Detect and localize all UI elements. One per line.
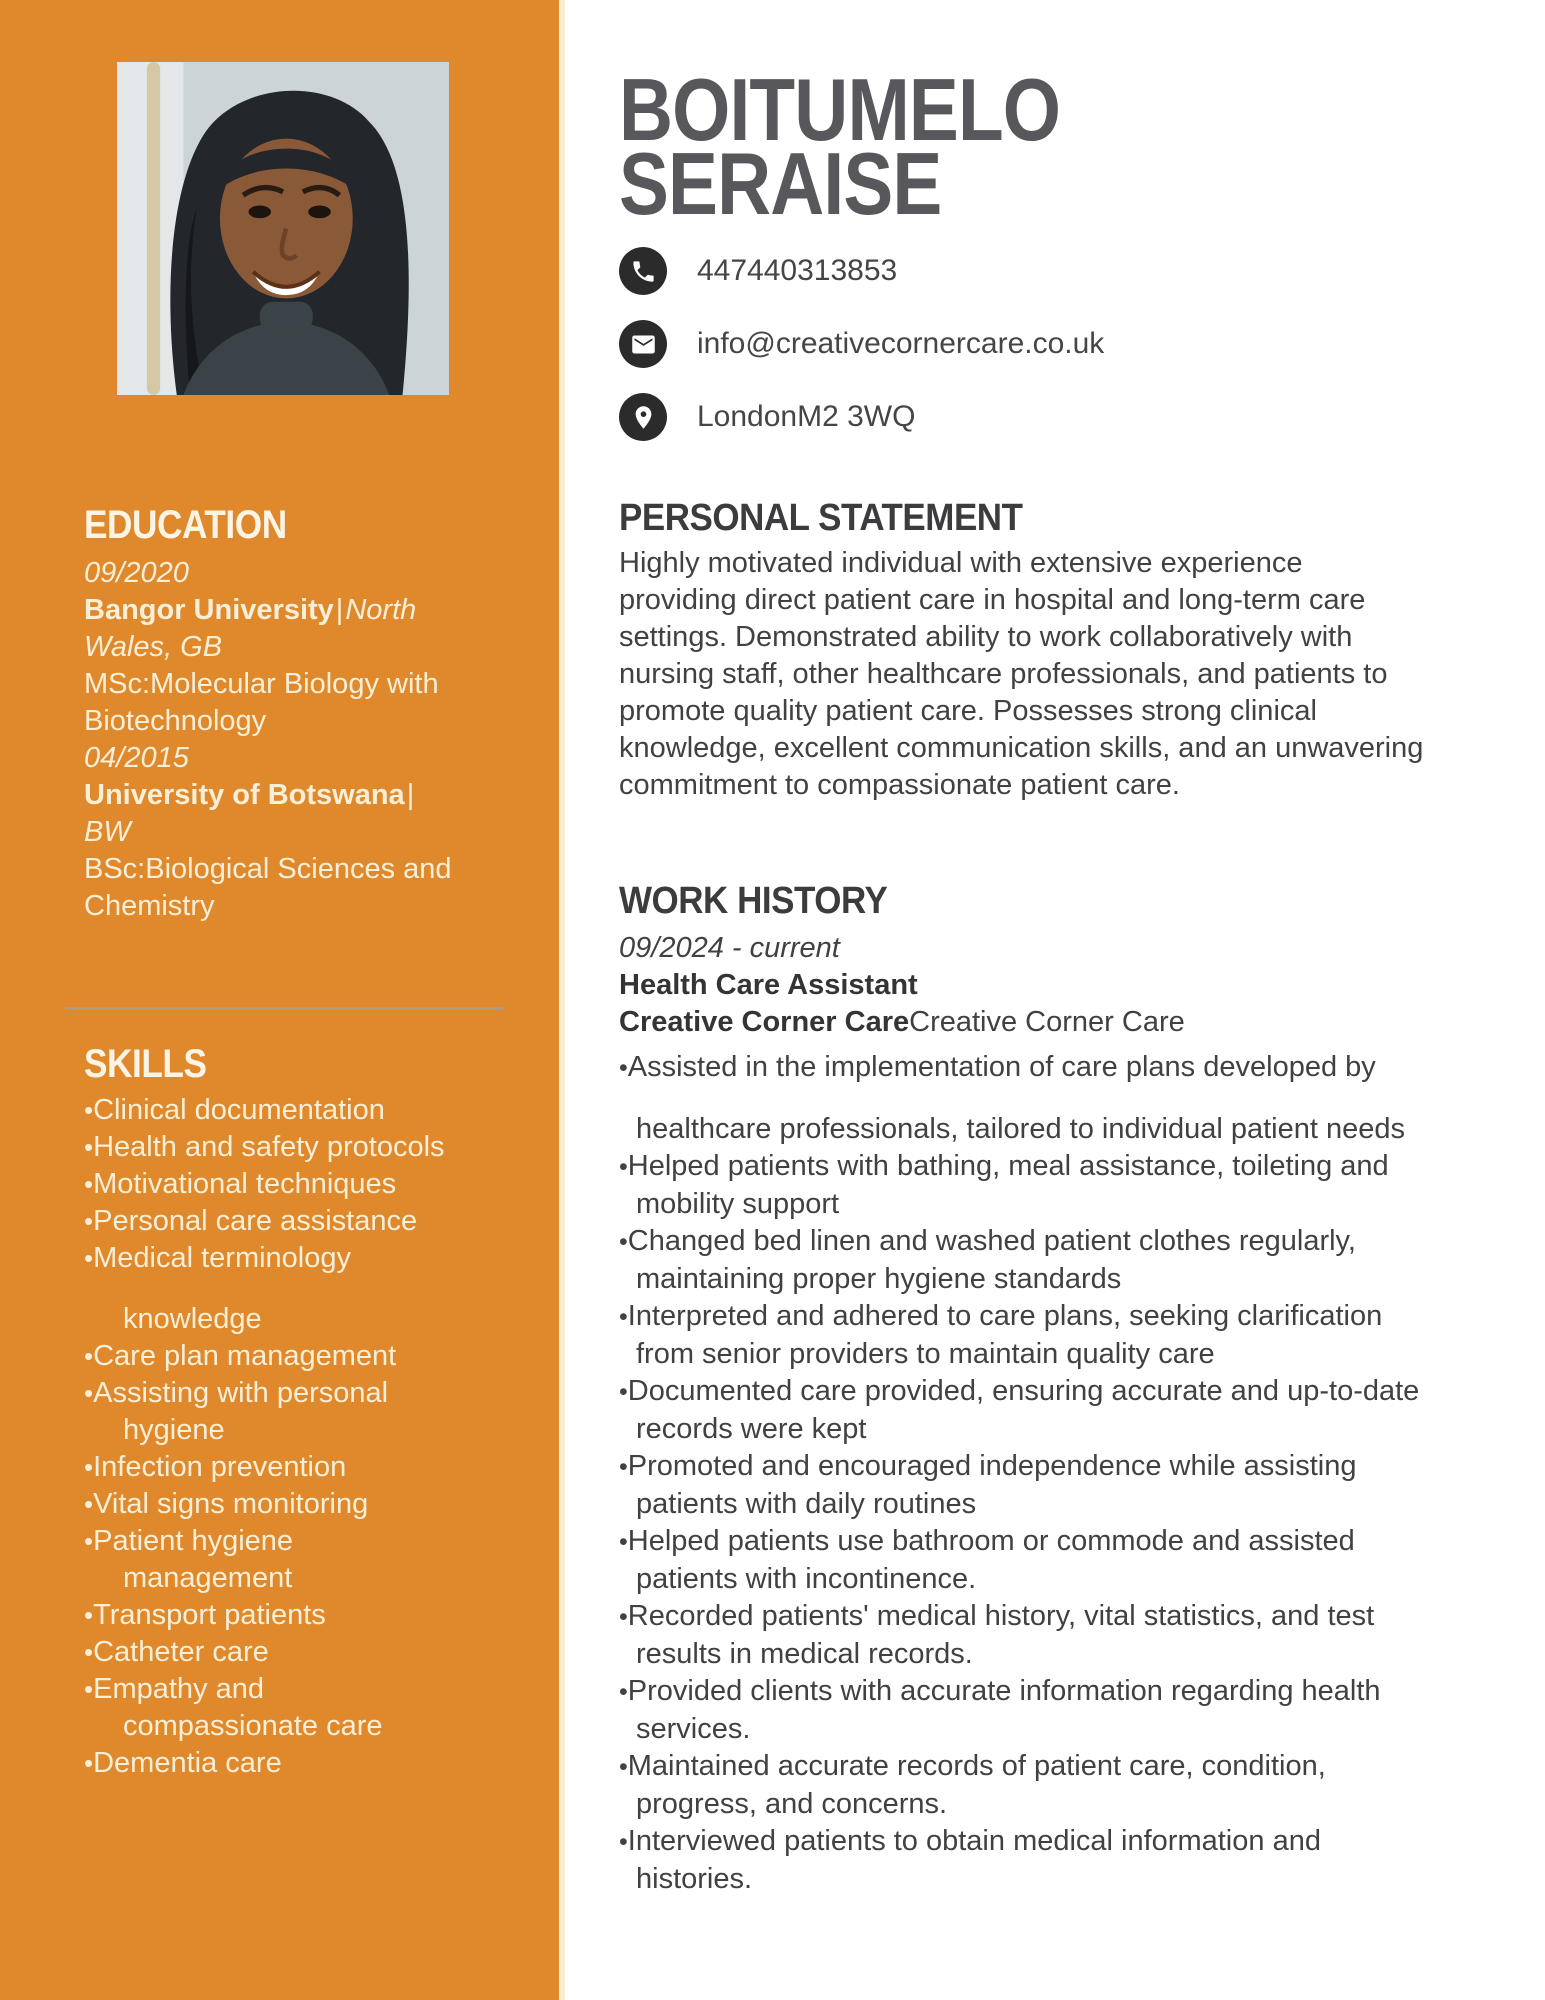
skill-text: Personal care assistance [93,1205,418,1237]
portrait-illustration [117,62,449,395]
work-bullet-text: Maintained accurate records of patient care, condition, [627,1750,1326,1782]
work-bullet-line2: progress, and concerns. [636,1788,948,1820]
job-date-range: 09/2024 - current [619,932,840,964]
bullet-dot-icon: • [84,1748,94,1778]
skill-item [84,1523,469,1597]
work-history-heading: WORK HISTORY [619,880,888,922]
work-bullet-line2: histories. [636,1863,753,1895]
work-bullet [619,1823,1469,1898]
work-bullet-line2: results in medical records. [636,1638,973,1670]
work-bullet-text: Promoted and encouraged independence while assisting [627,1450,1357,1482]
personal-statement-text [619,545,1469,804]
personal-statement-line: nursing staff, other healthcare professionals, and patients to [619,658,1388,690]
work-bullet [619,1673,1469,1748]
employer-name-regular: Creative Corner Care [909,1006,1185,1038]
work-bullet [619,1148,1469,1223]
work-bullet-line1 [619,1373,1469,1411]
work-bullet-line2: maintaining proper hygiene standards [636,1263,1122,1295]
skill-item [84,1240,469,1338]
contact-phone-row [619,247,1469,295]
education-item [84,740,469,925]
work-bullet-line2: mobility support [636,1188,840,1220]
skill-item [84,1375,469,1449]
skill-item [84,1166,469,1203]
skill-item [84,1634,469,1671]
skill-item [84,1449,469,1486]
work-bullet [619,1748,1469,1823]
education-school: University of Botswana [84,779,405,811]
bullet-dot-icon: • [84,1169,94,1199]
skill-item [84,1338,469,1375]
education-date: 04/2015 [84,742,189,774]
employer-name-bold: Creative Corner Care [619,1006,910,1038]
skill-text-line2: hygiene [123,1414,225,1446]
bullet-dot-icon: • [619,1828,628,1856]
personal-statement-line: providing direct patient care in hospital and long-term care [619,584,1366,616]
education-item [84,555,469,740]
work-bullet-text: Documented care provided, ensuring accurate and up-to-date [627,1375,1420,1407]
education-school-line [84,777,469,851]
main-column [619,0,1469,1898]
skill-text: Empathy and [93,1673,264,1705]
skills-heading: SKILLS [84,1042,207,1086]
envelope-icon [619,320,667,368]
skill-text: Motivational techniques [93,1168,397,1200]
work-bullet-line1 [619,1823,1469,1861]
work-history-meta [619,930,1469,1041]
bullet-dot-icon: • [84,1378,94,1408]
skill-text: Infection prevention [93,1451,347,1483]
education-heading: EDUCATION [84,503,287,547]
skill-text: Transport patients [93,1599,326,1631]
work-bullet [619,1598,1469,1673]
sidebar [0,0,565,2000]
work-bullet [619,1373,1469,1448]
contact-email-row [619,320,1469,368]
skill-item [84,1486,469,1523]
work-bullet-text: Interpreted and adhered to care plans, seeking clarification [627,1300,1383,1332]
skill-text: Dementia care [93,1747,282,1779]
education-school: Bangor University [84,594,334,626]
job-employer-line [619,1004,1469,1041]
personal-statement-line: settings. Demonstrated ability to work collaboratively with [619,621,1353,653]
work-bullet [619,1049,1469,1148]
work-bullet-text: Assisted in the implementation of care plans developed by [627,1051,1376,1083]
work-bullet [619,1298,1469,1373]
bullet-dot-icon: • [84,1637,94,1667]
skill-text: Catheter care [93,1636,269,1668]
skill-text: Care plan management [93,1340,397,1372]
bullet-dot-icon: • [84,1489,94,1519]
education-place: North Wales, GB [84,594,417,663]
bullet-dot-icon: • [619,1054,628,1082]
skill-item [84,1129,469,1166]
skill-text-line2: management [123,1562,293,1594]
person-name [619,60,1342,233]
work-bullet-line1 [619,1673,1469,1711]
bullet-dot-icon: • [619,1603,628,1631]
education-degree: MSc:Molecular Biology with Biotechnology [84,668,439,737]
skill-text: Patient hygiene [93,1525,294,1557]
bullet-dot-icon: • [84,1600,94,1630]
work-bullet-text: Helped patients use bathroom or commode and assisted [627,1525,1355,1557]
work-bullet-line2: patients with daily routines [636,1488,977,1520]
phone-number: 447440313853 [697,254,898,287]
education-separator: | [406,779,415,811]
bullet-dot-icon: • [84,1243,94,1273]
skill-text: Assisting with personal [93,1377,389,1409]
education-date: 09/2020 [84,557,189,589]
education-school-line [84,592,469,666]
bullet-dot-icon: • [619,1528,628,1556]
skill-item [84,1671,469,1745]
work-history-bullets [619,1049,1469,1898]
skill-item [84,1745,469,1782]
education-degree: BSc:Biological Sciences and Chemistry [84,853,452,922]
skill-text: Clinical documentation [93,1094,385,1126]
work-bullet-text: Provided clients with accurate information regarding health [627,1675,1381,1707]
person-name-line2: SERAISE [619,134,942,233]
contact-location-row [619,393,1469,441]
work-bullet-line1 [619,1298,1469,1336]
work-bullet-text: Helped patients with bathing, meal assistance, toileting and [627,1150,1389,1182]
bullet-dot-icon: • [84,1206,94,1236]
email-address: info@creativecornercare.co.uk [697,327,1105,360]
work-bullet-line2: records were kept [636,1413,867,1445]
work-bullet-line1 [619,1448,1469,1486]
bullet-dot-icon: • [84,1132,94,1162]
work-bullet-text: Recorded patients' medical history, vital statistics, and test [627,1600,1375,1632]
location-text: LondonM2 3WQ [697,400,916,433]
personal-statement-line: knowledge, excellent communication skills, and an unwavering [619,732,1424,764]
personal-statement-line: Highly motivated individual with extensive experience [619,547,1303,579]
profile-photo [117,62,449,395]
work-bullet-line1 [619,1598,1469,1636]
education-list [84,555,469,925]
work-bullet-line2: healthcare professionals, tailored to individual patient needs [636,1113,1405,1145]
work-bullet-line1 [619,1523,1469,1561]
work-bullet-line2: patients with incontinence. [636,1563,977,1595]
bullet-dot-icon: • [84,1095,94,1125]
skill-item [84,1092,469,1129]
work-bullet [619,1223,1469,1298]
work-bullet-text: Interviewed patients to obtain medical information and [627,1825,1321,1857]
skill-text: Medical terminology [93,1242,351,1274]
work-bullet-text: Changed bed linen and washed patient clothes regularly, [627,1225,1356,1257]
bullet-dot-icon: • [619,1453,628,1481]
bullet-dot-icon: • [619,1303,628,1331]
work-bullet-line2: services. [636,1713,751,1745]
work-bullet-line1 [619,1748,1469,1786]
skill-item [84,1203,469,1240]
skill-text-line2: compassionate care [123,1710,383,1742]
bullet-dot-icon: • [619,1228,628,1256]
education-place: BW [84,816,131,848]
bullet-dot-icon: • [619,1378,628,1406]
skill-item [84,1597,469,1634]
skill-text: Health and safety protocols [93,1131,445,1163]
bullet-dot-icon: • [84,1526,94,1556]
bullet-dot-icon: • [84,1341,94,1371]
job-title: Health Care Assistant [619,969,918,1001]
work-bullet-line1 [619,1223,1469,1261]
person-name-line1: BOITUMELO [619,60,1061,159]
contact-list [619,247,1469,441]
map-pin-icon [619,393,667,441]
work-bullet-line1 [619,1148,1469,1186]
personal-statement-heading: PERSONAL STATEMENT [619,497,1023,539]
sidebar-divider [65,1007,503,1010]
work-bullet-line2: from senior providers to maintain quality care [636,1338,1215,1370]
bullet-dot-icon: • [619,1678,628,1706]
bullet-dot-icon: • [619,1153,628,1181]
bullet-dot-icon: • [84,1674,94,1704]
work-bullet-line1 [619,1049,1469,1087]
personal-statement-line: promote quality patient care. Possesses strong clinical [619,695,1317,727]
bullet-dot-icon: • [619,1753,628,1781]
education-separator: | [335,594,344,626]
skill-text-line2: knowledge [123,1303,262,1335]
work-bullet [619,1523,1469,1598]
skills-list [84,1092,469,1782]
personal-statement-line: commitment to compassionate patient care. [619,769,1180,801]
work-bullet [619,1448,1469,1523]
phone-icon [619,247,667,295]
skill-text: Vital signs monitoring [93,1488,369,1520]
bullet-dot-icon: • [84,1452,94,1482]
